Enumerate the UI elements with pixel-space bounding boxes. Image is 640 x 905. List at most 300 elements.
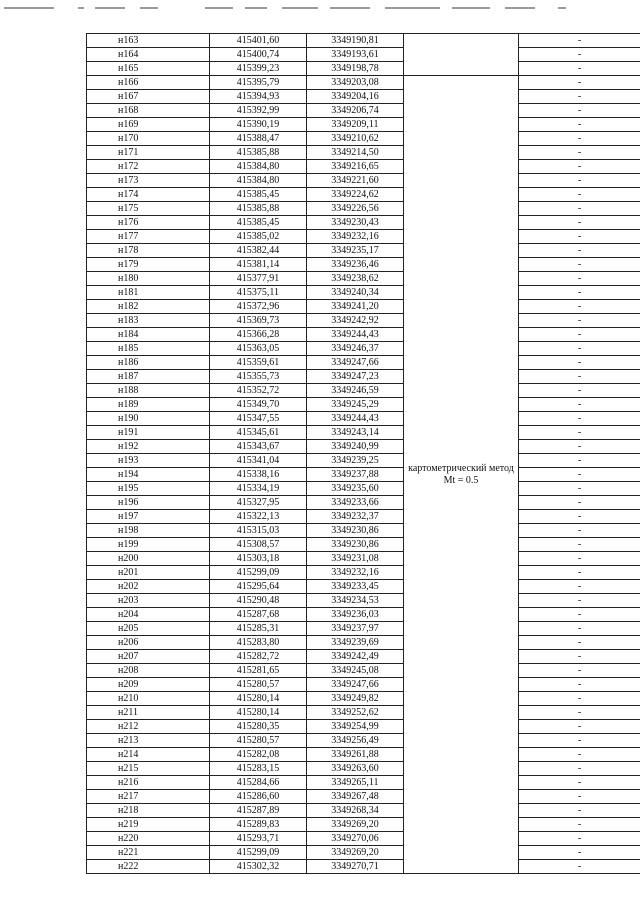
table-row bbox=[87, 482, 640, 496]
x-coordinate-cell: 415283,15 bbox=[210, 762, 307, 776]
point-id-cell: н212 bbox=[87, 720, 210, 734]
table-row bbox=[87, 454, 640, 468]
point-id-cell: н214 bbox=[87, 748, 210, 762]
table-row bbox=[87, 790, 640, 804]
accuracy-dash-cell: - bbox=[519, 510, 640, 524]
accuracy-dash-cell: - bbox=[519, 454, 640, 468]
x-coordinate-cell: 415280,57 bbox=[210, 734, 307, 748]
accuracy-dash-cell: - bbox=[519, 356, 640, 370]
accuracy-dash-cell: - bbox=[519, 860, 640, 874]
x-coordinate-cell: 415395,79 bbox=[210, 76, 307, 90]
table-row bbox=[87, 34, 640, 48]
point-id-cell: н173 bbox=[87, 174, 210, 188]
x-coordinate-cell: 415315,03 bbox=[210, 524, 307, 538]
x-coordinate-cell: 415366,28 bbox=[210, 328, 307, 342]
accuracy-dash-cell: - bbox=[519, 566, 640, 580]
accuracy-dash-cell: - bbox=[519, 832, 640, 846]
table-row bbox=[87, 860, 640, 874]
table-row bbox=[87, 650, 640, 664]
x-coordinate-cell: 415327,95 bbox=[210, 496, 307, 510]
accuracy-dash-cell: - bbox=[519, 90, 640, 104]
x-coordinate-cell: 415392,99 bbox=[210, 104, 307, 118]
x-coordinate-cell: 415334,19 bbox=[210, 482, 307, 496]
accuracy-dash-cell: - bbox=[519, 328, 640, 342]
y-coordinate-cell: 3349245,29 bbox=[307, 398, 404, 412]
table-row bbox=[87, 286, 640, 300]
point-id-cell: н206 bbox=[87, 636, 210, 650]
x-coordinate-cell: 415280,14 bbox=[210, 706, 307, 720]
y-coordinate-cell: 3349234,53 bbox=[307, 594, 404, 608]
x-coordinate-cell: 415369,73 bbox=[210, 314, 307, 328]
table-row bbox=[87, 846, 640, 860]
point-id-cell: н197 bbox=[87, 510, 210, 524]
accuracy-dash-cell: - bbox=[519, 384, 640, 398]
y-coordinate-cell: 3349230,86 bbox=[307, 538, 404, 552]
table-row bbox=[87, 258, 640, 272]
table-row bbox=[87, 692, 640, 706]
accuracy-dash-cell: - bbox=[519, 664, 640, 678]
coordinates-table bbox=[86, 33, 640, 874]
point-id-cell: н218 bbox=[87, 804, 210, 818]
accuracy-dash-cell: - bbox=[519, 720, 640, 734]
y-coordinate-cell: 3349270,71 bbox=[307, 860, 404, 874]
point-id-cell: н176 bbox=[87, 216, 210, 230]
table-row bbox=[87, 118, 640, 132]
coordinates-table-body bbox=[87, 34, 640, 874]
accuracy-dash-cell: - bbox=[519, 188, 640, 202]
table-row bbox=[87, 188, 640, 202]
y-coordinate-cell: 3349232,16 bbox=[307, 566, 404, 580]
x-coordinate-cell: 415352,72 bbox=[210, 384, 307, 398]
x-coordinate-cell: 415343,67 bbox=[210, 440, 307, 454]
point-id-cell: н190 bbox=[87, 412, 210, 426]
y-coordinate-cell: 3349232,16 bbox=[307, 230, 404, 244]
accuracy-dash-cell: - bbox=[519, 34, 640, 48]
point-id-cell: н222 bbox=[87, 860, 210, 874]
point-id-cell: н204 bbox=[87, 608, 210, 622]
y-coordinate-cell: 3349237,97 bbox=[307, 622, 404, 636]
point-id-cell: н211 bbox=[87, 706, 210, 720]
table-row bbox=[87, 244, 640, 258]
accuracy-dash-cell: - bbox=[519, 160, 640, 174]
point-id-cell: н205 bbox=[87, 622, 210, 636]
point-id-cell: н200 bbox=[87, 552, 210, 566]
x-coordinate-cell: 415394,93 bbox=[210, 90, 307, 104]
accuracy-dash-cell: - bbox=[519, 76, 640, 90]
y-coordinate-cell: 3349249,82 bbox=[307, 692, 404, 706]
accuracy-dash-cell: - bbox=[519, 342, 640, 356]
point-id-cell: н198 bbox=[87, 524, 210, 538]
point-id-cell: н185 bbox=[87, 342, 210, 356]
x-coordinate-cell: 415382,44 bbox=[210, 244, 307, 258]
table-row bbox=[87, 804, 640, 818]
y-coordinate-cell: 3349242,92 bbox=[307, 314, 404, 328]
y-coordinate-cell: 3349244,43 bbox=[307, 328, 404, 342]
y-coordinate-cell: 3349242,49 bbox=[307, 650, 404, 664]
table-row bbox=[87, 146, 640, 160]
table-row bbox=[87, 720, 640, 734]
table-row bbox=[87, 594, 640, 608]
point-id-cell: н216 bbox=[87, 776, 210, 790]
accuracy-dash-cell: - bbox=[519, 244, 640, 258]
table-row bbox=[87, 622, 640, 636]
x-coordinate-cell: 415381,14 bbox=[210, 258, 307, 272]
point-id-cell: н174 bbox=[87, 188, 210, 202]
accuracy-dash-cell: - bbox=[519, 594, 640, 608]
point-id-cell: н184 bbox=[87, 328, 210, 342]
x-coordinate-cell: 415384,80 bbox=[210, 160, 307, 174]
point-id-cell: н208 bbox=[87, 664, 210, 678]
accuracy-dash-cell: - bbox=[519, 846, 640, 860]
table-row bbox=[87, 776, 640, 790]
point-id-cell: н183 bbox=[87, 314, 210, 328]
point-id-cell: н201 bbox=[87, 566, 210, 580]
y-coordinate-cell: 3349246,59 bbox=[307, 384, 404, 398]
x-coordinate-cell: 415289,83 bbox=[210, 818, 307, 832]
x-coordinate-cell: 415372,96 bbox=[210, 300, 307, 314]
accuracy-dash-cell: - bbox=[519, 636, 640, 650]
x-coordinate-cell: 415349,70 bbox=[210, 398, 307, 412]
x-coordinate-cell: 415400,74 bbox=[210, 48, 307, 62]
table-row bbox=[87, 524, 640, 538]
point-id-cell: н166 bbox=[87, 76, 210, 90]
point-id-cell: н167 bbox=[87, 90, 210, 104]
y-coordinate-cell: 3349256,49 bbox=[307, 734, 404, 748]
y-coordinate-cell: 3349270,06 bbox=[307, 832, 404, 846]
y-coordinate-cell: 3349216,65 bbox=[307, 160, 404, 174]
accuracy-dash-cell: - bbox=[519, 174, 640, 188]
table-row bbox=[87, 762, 640, 776]
y-coordinate-cell: 3349246,37 bbox=[307, 342, 404, 356]
x-coordinate-cell: 415363,05 bbox=[210, 342, 307, 356]
table-row bbox=[87, 328, 640, 342]
table-row bbox=[87, 440, 640, 454]
accuracy-dash-cell: - bbox=[519, 818, 640, 832]
table-row bbox=[87, 496, 640, 510]
y-coordinate-cell: 3349193,61 bbox=[307, 48, 404, 62]
y-coordinate-cell: 3349241,20 bbox=[307, 300, 404, 314]
y-coordinate-cell: 3349261,88 bbox=[307, 748, 404, 762]
point-id-cell: н186 bbox=[87, 356, 210, 370]
x-coordinate-cell: 415303,18 bbox=[210, 552, 307, 566]
table-row bbox=[87, 62, 640, 76]
point-id-cell: н221 bbox=[87, 846, 210, 860]
x-coordinate-cell: 415299,09 bbox=[210, 846, 307, 860]
x-coordinate-cell: 415359,61 bbox=[210, 356, 307, 370]
x-coordinate-cell: 415283,80 bbox=[210, 636, 307, 650]
y-coordinate-cell: 3349230,43 bbox=[307, 216, 404, 230]
accuracy-dash-cell: - bbox=[519, 706, 640, 720]
accuracy-dash-cell: - bbox=[519, 552, 640, 566]
point-id-cell: н164 bbox=[87, 48, 210, 62]
x-coordinate-cell: 415285,31 bbox=[210, 622, 307, 636]
x-coordinate-cell: 415388,47 bbox=[210, 132, 307, 146]
table-row bbox=[87, 832, 640, 846]
y-coordinate-cell: 3349239,25 bbox=[307, 454, 404, 468]
y-coordinate-cell: 3349198,78 bbox=[307, 62, 404, 76]
y-coordinate-cell: 3349190,81 bbox=[307, 34, 404, 48]
point-id-cell: н220 bbox=[87, 832, 210, 846]
x-coordinate-cell: 415385,45 bbox=[210, 188, 307, 202]
x-coordinate-cell: 415390,19 bbox=[210, 118, 307, 132]
x-coordinate-cell: 415282,08 bbox=[210, 748, 307, 762]
y-coordinate-cell: 3349214,50 bbox=[307, 146, 404, 160]
y-coordinate-cell: 3349244,43 bbox=[307, 412, 404, 426]
point-id-cell: н188 bbox=[87, 384, 210, 398]
point-id-cell: н182 bbox=[87, 300, 210, 314]
accuracy-dash-cell: - bbox=[519, 482, 640, 496]
point-id-cell: н168 bbox=[87, 104, 210, 118]
accuracy-dash-cell: - bbox=[519, 398, 640, 412]
x-coordinate-cell: 415284,66 bbox=[210, 776, 307, 790]
point-id-cell: н191 bbox=[87, 426, 210, 440]
y-coordinate-cell: 3349269,20 bbox=[307, 818, 404, 832]
x-coordinate-cell: 415286,60 bbox=[210, 790, 307, 804]
method-cell: картометрический метод Mt = 0.5 bbox=[404, 76, 519, 874]
accuracy-dash-cell: - bbox=[519, 314, 640, 328]
point-id-cell: н219 bbox=[87, 818, 210, 832]
y-coordinate-cell: 3349238,62 bbox=[307, 272, 404, 286]
x-coordinate-cell: 415375,11 bbox=[210, 286, 307, 300]
x-coordinate-cell: 415384,80 bbox=[210, 174, 307, 188]
y-coordinate-cell: 3349204,16 bbox=[307, 90, 404, 104]
point-id-cell: н196 bbox=[87, 496, 210, 510]
accuracy-dash-cell: - bbox=[519, 580, 640, 594]
x-coordinate-cell: 415322,13 bbox=[210, 510, 307, 524]
table-row bbox=[87, 538, 640, 552]
table-row bbox=[87, 398, 640, 412]
table-row bbox=[87, 230, 640, 244]
x-coordinate-cell: 415385,45 bbox=[210, 216, 307, 230]
point-id-cell: н187 bbox=[87, 370, 210, 384]
y-coordinate-cell: 3349237,88 bbox=[307, 468, 404, 482]
x-coordinate-cell: 415280,35 bbox=[210, 720, 307, 734]
x-coordinate-cell: 415287,68 bbox=[210, 608, 307, 622]
table-row bbox=[87, 678, 640, 692]
y-coordinate-cell: 3349245,08 bbox=[307, 664, 404, 678]
x-coordinate-cell: 415308,57 bbox=[210, 538, 307, 552]
accuracy-dash-cell: - bbox=[519, 286, 640, 300]
accuracy-dash-cell: - bbox=[519, 734, 640, 748]
y-coordinate-cell: 3349232,37 bbox=[307, 510, 404, 524]
accuracy-dash-cell: - bbox=[519, 272, 640, 286]
point-id-cell: н177 bbox=[87, 230, 210, 244]
accuracy-dash-cell: - bbox=[519, 370, 640, 384]
table-row bbox=[87, 314, 640, 328]
y-coordinate-cell: 3349265,11 bbox=[307, 776, 404, 790]
y-coordinate-cell: 3349243,14 bbox=[307, 426, 404, 440]
accuracy-dash-cell: - bbox=[519, 230, 640, 244]
table-row bbox=[87, 412, 640, 426]
table-row bbox=[87, 342, 640, 356]
y-coordinate-cell: 3349236,03 bbox=[307, 608, 404, 622]
table-row bbox=[87, 426, 640, 440]
y-coordinate-cell: 3349221,60 bbox=[307, 174, 404, 188]
point-id-cell: н175 bbox=[87, 202, 210, 216]
table-row bbox=[87, 132, 640, 146]
y-coordinate-cell: 3349268,34 bbox=[307, 804, 404, 818]
table-row bbox=[87, 468, 640, 482]
point-id-cell: н179 bbox=[87, 258, 210, 272]
y-coordinate-cell: 3349236,46 bbox=[307, 258, 404, 272]
y-coordinate-cell: 3349239,69 bbox=[307, 636, 404, 650]
scan-header-remnant bbox=[0, 0, 640, 18]
point-id-cell: н215 bbox=[87, 762, 210, 776]
x-coordinate-cell: 415345,61 bbox=[210, 426, 307, 440]
table-row bbox=[87, 580, 640, 594]
table-row bbox=[87, 510, 640, 524]
x-coordinate-cell: 415347,55 bbox=[210, 412, 307, 426]
accuracy-dash-cell: - bbox=[519, 300, 640, 314]
point-id-cell: н199 bbox=[87, 538, 210, 552]
table-row bbox=[87, 90, 640, 104]
table-row bbox=[87, 818, 640, 832]
x-coordinate-cell: 415295,64 bbox=[210, 580, 307, 594]
accuracy-dash-cell: - bbox=[519, 258, 640, 272]
y-coordinate-cell: 3349224,62 bbox=[307, 188, 404, 202]
accuracy-dash-cell: - bbox=[519, 622, 640, 636]
table-row bbox=[87, 636, 640, 650]
y-coordinate-cell: 3349240,99 bbox=[307, 440, 404, 454]
x-coordinate-cell: 415355,73 bbox=[210, 370, 307, 384]
x-coordinate-cell: 415281,65 bbox=[210, 664, 307, 678]
accuracy-dash-cell: - bbox=[519, 468, 640, 482]
point-id-cell: н195 bbox=[87, 482, 210, 496]
accuracy-dash-cell: - bbox=[519, 608, 640, 622]
accuracy-dash-cell: - bbox=[519, 496, 640, 510]
point-id-cell: н207 bbox=[87, 650, 210, 664]
x-coordinate-cell: 415293,71 bbox=[210, 832, 307, 846]
point-id-cell: н165 bbox=[87, 62, 210, 76]
accuracy-dash-cell: - bbox=[519, 804, 640, 818]
table-row bbox=[87, 552, 640, 566]
accuracy-dash-cell: - bbox=[519, 412, 640, 426]
accuracy-dash-cell: - bbox=[519, 790, 640, 804]
accuracy-dash-cell: - bbox=[519, 48, 640, 62]
x-coordinate-cell: 415385,88 bbox=[210, 146, 307, 160]
y-coordinate-cell: 3349247,23 bbox=[307, 370, 404, 384]
y-coordinate-cell: 3349209,11 bbox=[307, 118, 404, 132]
table-row bbox=[87, 160, 640, 174]
point-id-cell: н202 bbox=[87, 580, 210, 594]
accuracy-dash-cell: - bbox=[519, 538, 640, 552]
y-coordinate-cell: 3349206,74 bbox=[307, 104, 404, 118]
table-row bbox=[87, 174, 640, 188]
table-row bbox=[87, 300, 640, 314]
accuracy-dash-cell: - bbox=[519, 762, 640, 776]
point-id-cell: н217 bbox=[87, 790, 210, 804]
point-id-cell: н181 bbox=[87, 286, 210, 300]
x-coordinate-cell: 415401,60 bbox=[210, 34, 307, 48]
point-id-cell: н180 bbox=[87, 272, 210, 286]
x-coordinate-cell: 415399,23 bbox=[210, 62, 307, 76]
y-coordinate-cell: 3349235,60 bbox=[307, 482, 404, 496]
x-coordinate-cell: 415341,04 bbox=[210, 454, 307, 468]
y-coordinate-cell: 3349233,45 bbox=[307, 580, 404, 594]
x-coordinate-cell: 415290,48 bbox=[210, 594, 307, 608]
accuracy-dash-cell: - bbox=[519, 650, 640, 664]
point-id-cell: н194 bbox=[87, 468, 210, 482]
x-coordinate-cell: 415338,16 bbox=[210, 468, 307, 482]
y-coordinate-cell: 3349235,17 bbox=[307, 244, 404, 258]
x-coordinate-cell: 415385,88 bbox=[210, 202, 307, 216]
y-coordinate-cell: 3349230,86 bbox=[307, 524, 404, 538]
y-coordinate-cell: 3349203,08 bbox=[307, 76, 404, 90]
table-row bbox=[87, 216, 640, 230]
accuracy-dash-cell: - bbox=[519, 678, 640, 692]
accuracy-dash-cell: - bbox=[519, 426, 640, 440]
y-coordinate-cell: 3349247,66 bbox=[307, 678, 404, 692]
accuracy-dash-cell: - bbox=[519, 440, 640, 454]
y-coordinate-cell: 3349231,08 bbox=[307, 552, 404, 566]
accuracy-dash-cell: - bbox=[519, 216, 640, 230]
point-id-cell: н170 bbox=[87, 132, 210, 146]
y-coordinate-cell: 3349210,62 bbox=[307, 132, 404, 146]
table-row bbox=[87, 356, 640, 370]
table-row bbox=[87, 734, 640, 748]
accuracy-dash-cell: - bbox=[519, 132, 640, 146]
table-row bbox=[87, 748, 640, 762]
point-id-cell: н209 bbox=[87, 678, 210, 692]
accuracy-dash-cell: - bbox=[519, 146, 640, 160]
y-coordinate-cell: 3349247,66 bbox=[307, 356, 404, 370]
accuracy-dash-cell: - bbox=[519, 202, 640, 216]
x-coordinate-cell: 415280,14 bbox=[210, 692, 307, 706]
point-id-cell: н192 bbox=[87, 440, 210, 454]
table-row bbox=[87, 202, 640, 216]
accuracy-dash-cell: - bbox=[519, 692, 640, 706]
y-coordinate-cell: 3349254,99 bbox=[307, 720, 404, 734]
y-coordinate-cell: 3349269,20 bbox=[307, 846, 404, 860]
point-id-cell: н178 bbox=[87, 244, 210, 258]
x-coordinate-cell: 415287,89 bbox=[210, 804, 307, 818]
table-row bbox=[87, 272, 640, 286]
accuracy-dash-cell: - bbox=[519, 62, 640, 76]
y-coordinate-cell: 3349263,60 bbox=[307, 762, 404, 776]
table-row bbox=[87, 664, 640, 678]
point-id-cell: н210 bbox=[87, 692, 210, 706]
table-row bbox=[87, 76, 640, 90]
x-coordinate-cell: 415299,09 bbox=[210, 566, 307, 580]
accuracy-dash-cell: - bbox=[519, 118, 640, 132]
x-coordinate-cell: 415282,72 bbox=[210, 650, 307, 664]
accuracy-dash-cell: - bbox=[519, 104, 640, 118]
x-coordinate-cell: 415385,02 bbox=[210, 230, 307, 244]
method-cell-empty bbox=[404, 34, 519, 76]
table-row bbox=[87, 48, 640, 62]
y-coordinate-cell: 3349226,56 bbox=[307, 202, 404, 216]
point-id-cell: н163 bbox=[87, 34, 210, 48]
point-id-cell: н169 bbox=[87, 118, 210, 132]
table-row bbox=[87, 370, 640, 384]
point-id-cell: н171 bbox=[87, 146, 210, 160]
y-coordinate-cell: 3349240,34 bbox=[307, 286, 404, 300]
table-row bbox=[87, 706, 640, 720]
x-coordinate-cell: 415302,32 bbox=[210, 860, 307, 874]
y-coordinate-cell: 3349252,62 bbox=[307, 706, 404, 720]
point-id-cell: н193 bbox=[87, 454, 210, 468]
point-id-cell: н203 bbox=[87, 594, 210, 608]
table-row bbox=[87, 104, 640, 118]
y-coordinate-cell: 3349233,66 bbox=[307, 496, 404, 510]
accuracy-dash-cell: - bbox=[519, 524, 640, 538]
x-coordinate-cell: 415280,57 bbox=[210, 678, 307, 692]
point-id-cell: н189 bbox=[87, 398, 210, 412]
accuracy-dash-cell: - bbox=[519, 776, 640, 790]
accuracy-dash-cell: - bbox=[519, 748, 640, 762]
point-id-cell: н213 bbox=[87, 734, 210, 748]
table-row bbox=[87, 566, 640, 580]
